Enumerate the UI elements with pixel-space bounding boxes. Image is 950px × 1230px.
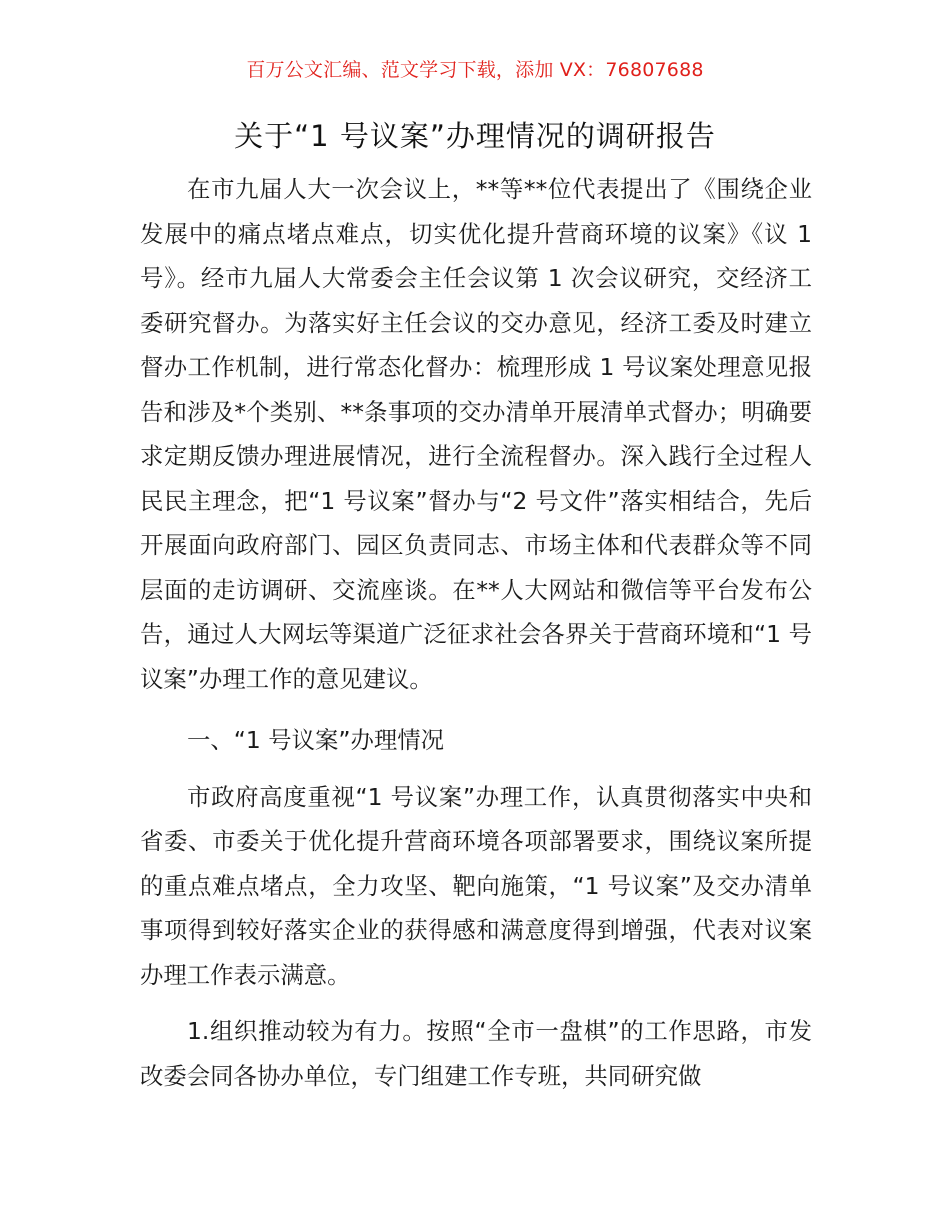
header-banner: 百万公文汇编、范文学习下载，添加 VX：76807688: [246, 59, 704, 81]
list-item-paragraph: 1.组织推动较为有力。按照“全市一盘棋”的工作思路，市发改委会同各协办单位，专门组建工作专班，共同研究做: [140, 1017, 812, 1090]
document-body: [140, 167, 812, 1098]
section-paragraph: 市政府高度重视“1 号议案”办理工作，认真贯彻落实中央和省委、市委关于优化提升营商环境各项部署要求，围绕议案所提的重点难点堵点，全力攻坚、靶向施策，“1 号议案”及交办清单事项得到较好落实企业的获得感和满意度得到增强，代表对议案办理工作表示满意。: [140, 782, 812, 989]
section-heading: 一、“1 号议案”办理情况: [187, 726, 445, 754]
intro-paragraph: 在市九届人大一次会议上，**等**位代表提出了《围绕企业发展中的痛点堵点难点，切实优化提升营商环境的议案》《议 1 号》。经市九届人大常委会主任会议第 1 次会议研究，交经济工委研究督办。为落实好主任会议的交办意见，经济工委及时建立督办工作机制，进行常态化督办：梳理形成 1 号议案处理意见报告和涉及*个类别、**条事项的交办清单开展清单式督办；明确要求定期反馈办理进展情况，进行全流程督办。深入践行全过程人民民主理念，把“1 号议案”督办与“2 号文件”落实相结合，先后开展面向政府部门、园区负责同志、市场主体和代表群众等不同层面的走访调研、交流座谈。在**人大网站和微信等平台发布公告，通过人大网坛等渠道广泛征求社会各界关于营商环境和“1 号议案”办理工作的意见建议。: [140, 175, 812, 693]
document-title: 关于“1 号议案”办理情况的调研报告: [234, 119, 716, 153]
